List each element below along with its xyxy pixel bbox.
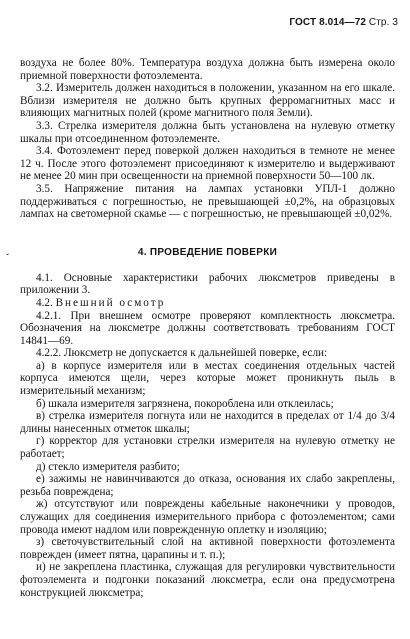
paragraph-3-2: 3.2. Измеритель должен находиться в положении, указанном на его шкале. Вблизи измерителя не должно быть крупных ферромагнитных масс и влияющих магнитных полей (кроме магнитного поля Земли). <box>20 82 395 120</box>
page-number: Стр. 3 <box>368 17 398 28</box>
list-item-a: а) в корпусе измерителя или в местах соединения отдельных частей корпуса имеются щели, через которые может проникнуть пыль в измерительный механизм; <box>20 359 395 398</box>
list-item-i: и) не закреплена пластинка, служащая для регулировки чувствительности фотоэлемента и подгонки показаний люксметра, если она предусмотрена конструкцией люксметра; <box>20 561 395 599</box>
standard-number: ГОСТ 8.014—72 <box>289 17 367 28</box>
paragraph-4-2-number: 4.2. <box>36 296 53 309</box>
paragraph-4-2-1: 4.2.1. При внешнем осмотре проверяют комплектность люксметра. Обозначения на люксметре должны соответствовать требованиям ГОСТ 14841—69. <box>20 309 395 347</box>
paragraph-3-4: 3.4. Фотоэлемент перед поверкой должен находиться в темноте не менее 12 ч. После этого фотоэлемент присоединяют к измерителю и выдерживают не менее 20 мин при освещенности на приемной поверхности 50—100 лк. <box>20 145 395 183</box>
list-item-z: з) светочувствительный слой на активной поверхности фотоэлемента поврежден (имеет пятна, царапины и т. п.); <box>20 536 395 561</box>
margin-mark: ˇ <box>6 252 9 262</box>
paragraph-3-5: 3.5. Напряжение питания на лампах установки УПЛ-1 должно поддерживаться с погрешностью, не превышающей ±0,2%, на образцовых лампах на светомерной скамье — с погрешностью, не превышающей ±0,02%. <box>20 182 395 221</box>
paragraph-continuation: воздуха не более 80%. Температура воздуха должна быть измерена около приемной поверхности фотоэлемента. <box>20 57 395 82</box>
list-item-g: г) корректор для установки стрелки измерителя на нулевую отметку не работает; <box>20 435 395 461</box>
paragraph-4-1: 4.1. Основные характеристики рабочих люксметров приведены в приложении 3. <box>20 271 395 297</box>
list-item-d: д) стекло измерителя разбито; <box>36 460 180 473</box>
list-item-zh: ж) отсутствуют или повреждены кабельные наконечники у проводов, служащих для соединения измерительного прибора с фотоэлементом; сами провода имеют надлом или поврежденную оплетку и изоляцию; <box>20 498 395 536</box>
paragraph-3-3: 3.3. Стрелка измерителя должна быть установлена на нулевую отметку шкалы при отсоединенном фотоэлементе. <box>20 119 395 145</box>
section-heading: 4. ПРОВЕДЕНИЕ ПОВЕРКИ <box>137 246 278 258</box>
paragraph-4-2-2: 4.2.2. Люксметр не допускается к дальнейшей поверке, если: <box>36 347 328 360</box>
paragraph-4-2-title: Внешний осмотр <box>55 296 166 309</box>
list-item-b: б) шкала измерителя загрязнена, покороблена или отклеилась; <box>36 397 334 410</box>
list-item-v: в) стрелка измерителя погнута или не находится в пределах от 1/4 до 3/4 длины нанесенных отметок шкалы; <box>20 410 395 435</box>
document-body <box>20 57 395 599</box>
page-header <box>289 17 398 28</box>
list-item-e: е) зажимы не навинчиваются до отказа, основания их слабо закреплены, резьба повреждена; <box>20 473 395 498</box>
paragraph-4-2 <box>20 297 395 310</box>
